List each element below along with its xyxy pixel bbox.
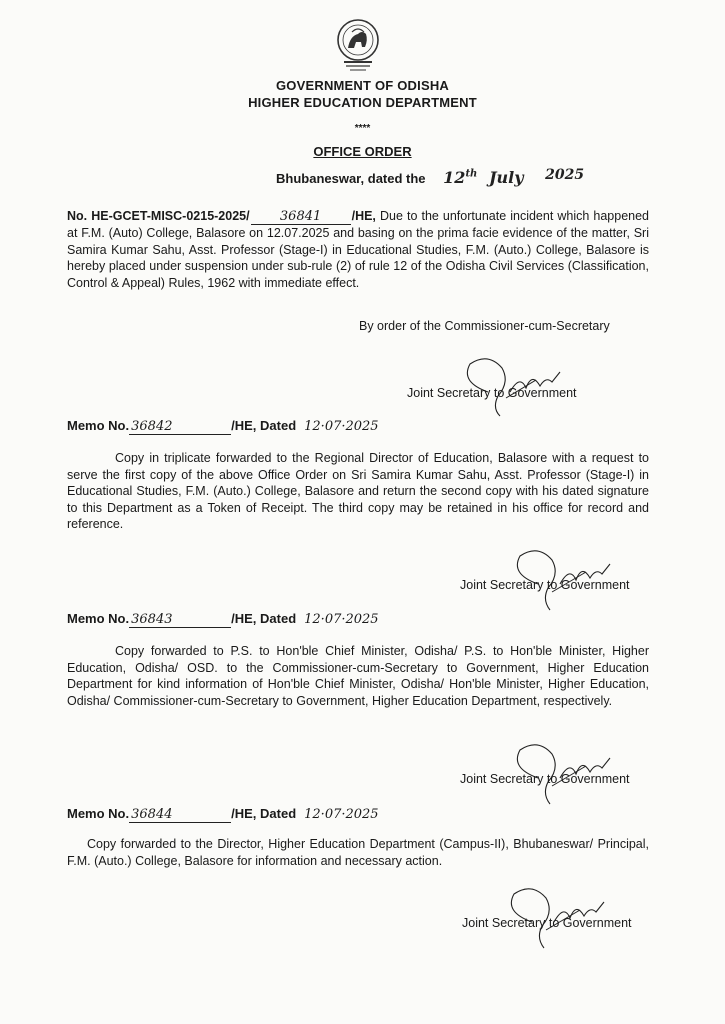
order-body: Due to the unfortunate incident which happened at F.M. (Auto) College, Balasore on 12.07.2025 and basing on the prima facie evidence of the matter, Sri Samira Kumar Sahu, Asst. Professor (Stage-I) in Educational Studies, F.M. (Auto.) College, Balasore is hereby placed under suspension under sub-rule (2) of rule 12 of the Odisha Civil Services (Classification, Control & Appeal) Rules, 1962 with immediate effect. xyxy=(67,209,649,290)
memo-number: 36842 xyxy=(129,420,231,435)
memo-date: 12·07·2025 xyxy=(304,807,379,822)
government-heading: GOVERNMENT OF ODISHA xyxy=(275,78,449,93)
signatory-title-2: Joint Secretary to Government xyxy=(460,578,630,592)
memo-body-1: Copy in triplicate forwarded to the Regional Director of Education, Balasore with a request to serve the first copy of the above Office Order on Sri Samira Kumar Sahu, Asst. Professor (Stage-I) in Educational Studies, F.M. (Auto.) College, Balasore and return the second copy with his dated signature to this Department as a Token of Receipt. The third copy may be retained in his office for record and reference. xyxy=(67,451,649,531)
separator-stars: **** xyxy=(354,123,371,134)
state-emblem-icon xyxy=(332,14,384,74)
memo-label: Memo No. xyxy=(67,611,130,626)
office-order-title: OFFICE ORDER xyxy=(313,144,412,159)
memo-line-1 xyxy=(67,418,379,435)
signatory-title-3: Joint Secretary to Government xyxy=(460,772,630,786)
handwritten-month: July xyxy=(488,168,524,187)
memo-suffix: /HE, Dated xyxy=(231,611,297,626)
memo-suffix: /HE, Dated xyxy=(231,806,297,821)
order-ref-number: 36841 xyxy=(251,210,351,225)
memo-number: 36843 xyxy=(129,613,231,628)
order-ref-suffix: /HE, xyxy=(351,209,376,223)
office-order-paragraph xyxy=(67,208,649,291)
order-ref-prefix: No. HE-GCET-MISC-0215-2025/ xyxy=(67,209,250,223)
department-heading: HIGHER EDUCATION DEPARTMENT xyxy=(248,95,477,110)
memo-body-2: Copy forwarded to P.S. to Hon'ble Chief Minister, Odisha/ P.S. to Hon'ble Minister, Higher Education, Odisha/ OSD. to the Commissioner-cum-Secretary to Government, Higher Education Department for kind information of Hon'ble Chief Minister, Odisha/ Hon'ble Minister, Higher Education, Odisha/ Commissioner-cum-Secretary to Government, Higher Education Department, respectively. xyxy=(67,644,649,708)
memo-line-3 xyxy=(67,806,379,823)
memo-line-2 xyxy=(67,611,379,628)
dated-label: Bhubaneswar, dated the xyxy=(276,171,426,186)
memo-body-3: Copy forwarded to the Director, Higher Education Department (Campus-II), Bhubaneswar/ Principal, F.M. (Auto.) College, Balasore for information and necessary action. xyxy=(67,837,649,868)
memo-label: Memo No. xyxy=(67,806,130,821)
memo-date: 12·07·2025 xyxy=(304,612,379,627)
order-date-line xyxy=(276,168,584,187)
handwritten-year: 2025 xyxy=(545,167,585,183)
handwritten-day: 12th xyxy=(443,168,478,187)
memo-label: Memo No. xyxy=(67,418,130,433)
by-order-line: By order of the Commissioner-cum-Secretary xyxy=(359,319,610,333)
signatory-title-1: Joint Secretary to Government xyxy=(407,386,577,400)
memo-number: 36844 xyxy=(129,808,231,823)
memo-date: 12·07·2025 xyxy=(304,419,379,434)
signatory-title-4: Joint Secretary to Government xyxy=(462,916,632,930)
memo-suffix: /HE, Dated xyxy=(231,418,297,433)
